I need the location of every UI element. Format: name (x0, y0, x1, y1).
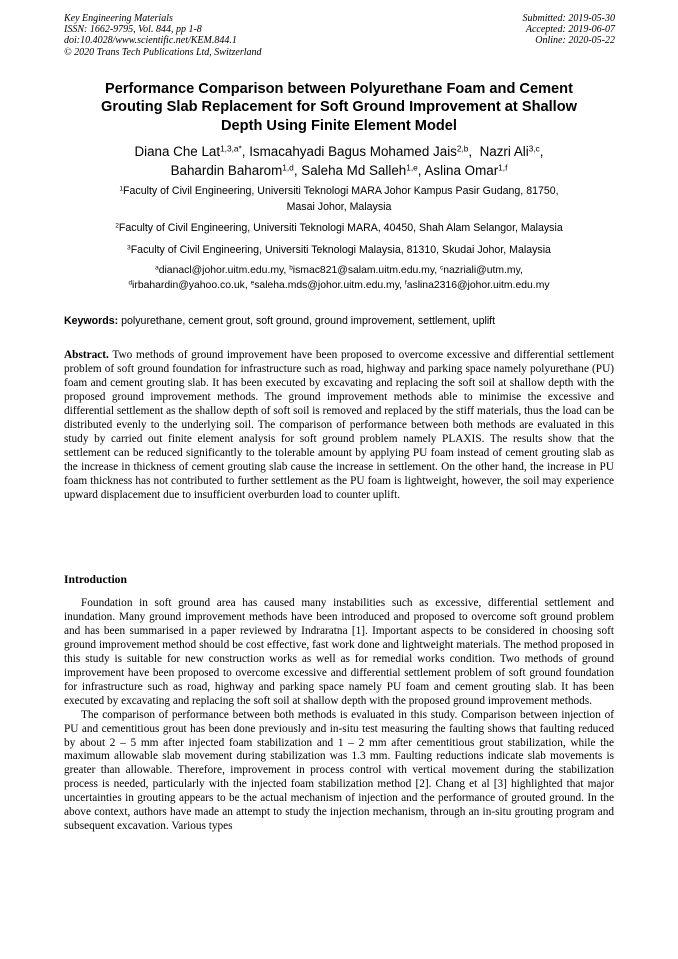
dates-header (523, 13, 616, 47)
section-heading-introduction: Introduction (64, 573, 127, 586)
author-name: Saleha Md Salleh (301, 163, 407, 178)
keywords-text: polyurethane, cement grout, soft ground, ground improvement, settlement, uplift (121, 315, 496, 327)
author-list: Diana Che Lat$^{1,3,a*}$, Ismacahyadi Bagus Mohamed Jais$^{2,b}$, Nazri Ali$^{3,c}$, Bahardin Baharom$^{1,d}$, Saleha Md Salleh$^{1,e}$, Aslina Omar$^{1,f}$ (134, 143, 544, 178)
abstract-label: Abstract. (64, 349, 109, 361)
affiliation-2: $^2$Faculty of Civil Engineering, Universiti Teknologi MARA, 40450, Shah Alam Selangor, Malaysia (115, 222, 563, 234)
author-affil-sup: 1,e (406, 162, 418, 173)
email-link[interactable]: irbahardin@yahoo.co.uk, (132, 279, 248, 291)
email-link[interactable]: saleha.mds@johor.uitm.edu.my, (254, 279, 403, 291)
keywords (64, 314, 616, 328)
author-affil-sup: 3,c (528, 143, 540, 154)
journal-header (64, 13, 262, 58)
paragraph: The comparison of performance between both methods is evaluated in this study. Comparison between injection of PU and cementitious grout has been done previously and in-situ test measuring the faulting shows that faulting reduced by about 2 – 5 mm after injected foam stabilization and 1 – 2 mm after cementitious grout stabilization, while the maximum allowable slab movement during stabilization was 1.3 mm. Faulting reductions indicate slab movements is greater than allowable. Therefore, improvement in process control with vertical movement during the stabilization process is needed, particularly with the injected foam stabilization method [2]. Chang et al [3] highlighted that major uncertainties in grouting appears to be the actual mechanism of injection and the performance of grouted ground. In the above context, authors have made an attempt to study the injection mechanism, through an in-situ grouting program and subsequent excavation. Various types (64, 708, 614, 833)
accepted-date: Accepted: 2019-06-07 (525, 24, 615, 36)
affiliation-3: $^3$Faculty of Civil Engineering, Universiti Teknologi Malaysia, 81310, Skudai Johor, Malaysia (127, 244, 551, 256)
author-affil-sup: 2,b (456, 143, 469, 154)
journal-issn: ISSN: 1662-9795, Vol. 844, pp 1-8 (64, 24, 202, 36)
affiliation-1: $^1$Faculty of Civil Engineering, Universiti Teknologi MARA Johor Kampus Pasir Gudang, 81750, Masai Johor, Malaysia (119, 185, 559, 213)
paper-title: Performance Comparison between Polyurethane Foam and Cement Grouting Slab Replacement for Soft Ground Improvement at Shallow Depth Using Finite Element Model (101, 81, 577, 134)
author-name: Aslina Omar (424, 163, 499, 178)
author-emails: $^a$dianacl@johor.uitm.edu.my, $^b$ismac821@salam.uitm.edu.my, $^c$nazriali@utm.my, $^d$irbahardin@yahoo.co.uk, $^e$saleha.mds@johor.uitm.edu.my, $^f$aslina2316@johor.uitm.edu.my (128, 264, 550, 291)
email-link[interactable]: aslina2316@johor.uitm.edu.my (406, 279, 550, 291)
keywords-label: Keywords: (64, 315, 119, 327)
online-date: Online: 2020-05-22 (535, 35, 615, 47)
author-name: Ismacahyadi Bagus Mohamed Jais (249, 144, 457, 159)
abstract-text: Two methods of ground improvement have been proposed to overcome excessive and differential settlement problem of soft ground foundation for infrastructure such as road, highway and parking space namely polyurethane (PU) foam and cement grouting slab. It has been executed by excavating and replacing the soft soil at shallow depth with the proposed ground improvement methods. The ground improvement methods able to minimise the excessive and differential settlement as the shallow depth of soft soil is removed and replaced by the stiff materials, thus the load can be distributed evenly to the underlying soil. The comparison of performance between both methods are evaluated in this study by carried out finite element analysis for soft ground problem namely PLAXIS. The results show that the settlement can be reduced significantly to the tolerable amount by applying PU foam instead of cement grouting slab as the increase in thickness of cement grouting slab cause the increase in settlement. On the other hand, the increase in PU foam thickness has not contributed to further settlement as the PU foam is lightweight, however, the soil may experience upward displacement due to insufficient overburden load to counter uplift. (64, 349, 615, 501)
journal-copyright: © 2020 Trans Tech Publications Ltd, Switzerland (64, 46, 262, 58)
journal-doi[interactable]: doi:10.4028/www.scientific.net/KEM.844.1 (64, 35, 237, 47)
email-link[interactable]: ismac821@salam.uitm.edu.my, (292, 265, 438, 276)
author-affil-sup: 1,d (282, 162, 294, 173)
journal-name: Key Engineering Materials (64, 13, 173, 24)
abstract (64, 349, 614, 502)
submitted-date: Submitted: 2019-05-30 (522, 13, 615, 24)
author-name: Diana Che Lat (134, 144, 221, 159)
paragraph: Foundation in soft ground area has caused many instabilities such as excessive, differential settlement and inundation. Many ground improvement methods have been introduced and proposed to overcome soft ground problem and has been summarised in a paper reviewed by Indraratna [1]. Important aspects to be considered in choosing soft ground improvement method should be cost effective, fast work done and lightweight materials. The method proposed in this study is suitable for new construction works as well as for remedial works condition. Two methods of ground improvement have been proposed to overcome excessive and differential settlement problem of soft ground foundation for infrastructure such as road, highway and parking space namely PU foam and cement grouting slab. It has been executed by excavating and replacing the soft soil at shallow depth with the proposed ground improvement methods. (64, 597, 614, 707)
introduction-body (64, 597, 614, 834)
email-link[interactable]: dianacl@johor.uitm.edu.my, (158, 265, 287, 276)
author-affil-sup: 1,f (498, 162, 508, 173)
author-affil-sup: 1,3,a* (220, 143, 242, 154)
email-link[interactable]: nazriali@utm.my, (443, 265, 523, 276)
author-name: Nazri Ali (479, 144, 529, 159)
author-name: Bahardin Baharom (170, 163, 283, 178)
